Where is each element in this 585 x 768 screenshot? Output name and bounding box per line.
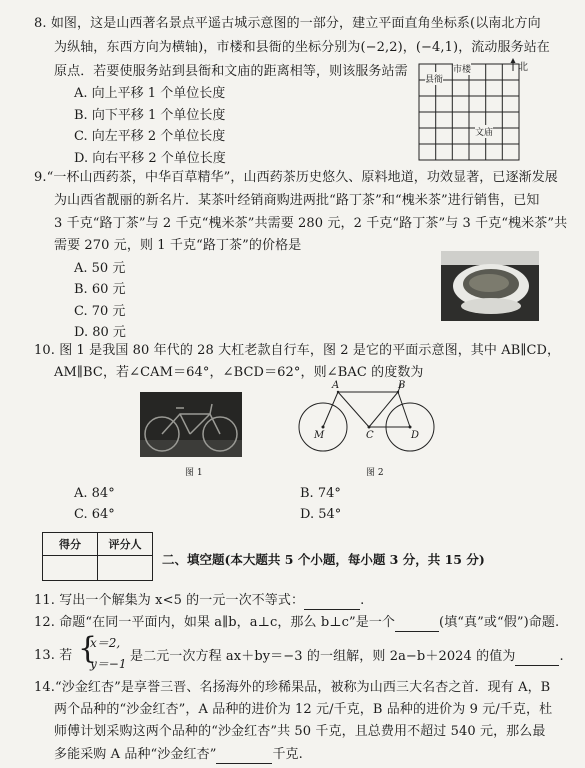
q14 bbox=[54, 744, 303, 764]
q14-end: 千克. bbox=[272, 747, 303, 762]
q13-answer-blank[interactable] bbox=[515, 646, 559, 666]
q9-option-d: D. 80 元 bbox=[74, 325, 126, 340]
q8-line3: 原点．若要使服务站到县衙和文庙的距离相等，则该服务站需 bbox=[54, 64, 408, 79]
score-cell[interactable] bbox=[43, 556, 98, 581]
q14-line2: 两个品种的“沙金红杏”，A 品种的进价为 12 元/千克，B 品种的进价为 9 元/千克，杜 bbox=[54, 702, 553, 717]
figure-2-caption: 图 2 bbox=[366, 468, 384, 478]
map-label-north: 北 bbox=[518, 62, 528, 73]
score-table bbox=[42, 532, 153, 581]
section-2-heading: 二、填空题(本大题共 5 个小题，每小题 3 分，共 15 分) bbox=[162, 552, 485, 567]
map-label-xianya: 县衙 bbox=[425, 72, 443, 85]
q9-line4: 需要 270 元，则 1 千克“路丁茶”的价格是 bbox=[54, 238, 302, 253]
q13 bbox=[130, 646, 564, 666]
q10-option-a: A. 84° bbox=[74, 486, 115, 501]
q11-end: . bbox=[360, 593, 365, 608]
q8-option-d: D. 向右平移 2 个单位长度 bbox=[74, 151, 226, 166]
map-label-wenmiao: 文庙 bbox=[475, 125, 493, 138]
score-header: 得分 bbox=[43, 533, 98, 556]
q8-option-b: B. 向下平移 1 个单位长度 bbox=[74, 108, 226, 123]
q9-option-c: C. 70 元 bbox=[74, 304, 126, 319]
q14-line4: 多能采购 A 品种“沙金红杏” bbox=[54, 747, 217, 762]
q13-brace: { bbox=[78, 631, 98, 666]
q8-line2: 为纵轴，东西方向为横轴)，市楼和县衙的坐标分别为(−2,2)，(−4,1)，流动服务站在 bbox=[54, 40, 550, 55]
q11 bbox=[34, 590, 364, 610]
point-label-d: D bbox=[411, 430, 420, 441]
q12-answer-blank[interactable] bbox=[395, 612, 439, 632]
map-label-shilou: 市楼 bbox=[453, 62, 471, 75]
q10-line1: 10. 图 1 是我国 80 年代的 28 大杠老款自行车，图 2 是它的平面示意图，其中 AB∥CD， bbox=[34, 343, 561, 358]
q14-line1: 14.“沙金红杏”是享誉三晋、名扬海外的珍稀果品，被称为山西三大名杏之首．现有 A，B bbox=[34, 680, 551, 695]
q12-end: (填“真”或“假”)命题. bbox=[439, 615, 560, 630]
q14-answer-blank[interactable] bbox=[216, 744, 272, 764]
q11-text: 11. 写出一个解集为 x<5 的一元一次不等式： bbox=[34, 593, 305, 608]
grader-header: 评分人 bbox=[98, 533, 153, 556]
grader-cell[interactable] bbox=[98, 556, 153, 581]
q8-option-a: A. 向上平移 1 个单位长度 bbox=[74, 86, 226, 101]
q13-text: 是二元一次方程 ax＋by＝−3 的一组解，则 2a−b＋2024 的值为 bbox=[130, 649, 516, 664]
q9-option-b: B. 60 元 bbox=[74, 282, 126, 297]
q13-system-eq1: x＝2, bbox=[90, 636, 121, 650]
q9-option-a: A. 50 元 bbox=[74, 261, 126, 276]
point-label-b: B bbox=[398, 380, 406, 391]
bicycle-photo bbox=[140, 392, 242, 457]
bicycle-diagram bbox=[295, 380, 445, 455]
point-label-m: M bbox=[314, 430, 325, 441]
q11-answer-blank[interactable] bbox=[304, 590, 360, 610]
point-label-c: C bbox=[366, 430, 374, 441]
q10-option-b: B. 74° bbox=[300, 486, 341, 501]
q9-line2: 为山西省靓丽的新名片．某茶叶经销商购进两批“路丁茶”和“槐米茶”进行销售，已知 bbox=[54, 193, 540, 208]
q8-option-c: C. 向左平移 2 个单位长度 bbox=[74, 129, 226, 144]
q13-system-eq2: y＝−1 bbox=[90, 657, 127, 671]
q9-line3: 3 千克“路丁茶”与 2 千克“槐米茶”共需要 280 元，2 千克“路丁茶”与 3 千克“槐米茶”共 bbox=[54, 216, 568, 231]
point-label-a: A bbox=[332, 380, 340, 391]
q10-option-c: C. 64° bbox=[74, 507, 115, 522]
q10-option-d: D. 54° bbox=[300, 507, 342, 522]
q12 bbox=[34, 612, 559, 632]
figure-1-caption: 图 1 bbox=[185, 468, 203, 478]
q13-end: . bbox=[559, 649, 564, 664]
q13-num: 13. 若 bbox=[34, 648, 73, 663]
q8-line1: 8. 如图，这是山西著名景点平遥古城示意图的一部分，建立平面直角坐标系(以南北方向 bbox=[34, 16, 541, 31]
q9-line1: 9.“一杯山西药茶，中华百草精华”，山西药茶历史悠久、原料地道，功效显著，已逐渐发展 bbox=[34, 170, 558, 185]
q12-text: 12. 命题“在同一平面内，如果 a∥b，a⊥c，那么 b⊥c”是一个 bbox=[34, 615, 396, 630]
tea-photo bbox=[441, 251, 539, 321]
q14-line3: 师傅计划采购这两个品种的“沙金红杏”共 50 千克，且总费用不超过 540 元，那么最 bbox=[54, 724, 546, 739]
q10-line2: AM∥BC，若∠CAM＝64°，∠BCD＝62°，则∠BAC 的度数为 bbox=[54, 365, 424, 380]
